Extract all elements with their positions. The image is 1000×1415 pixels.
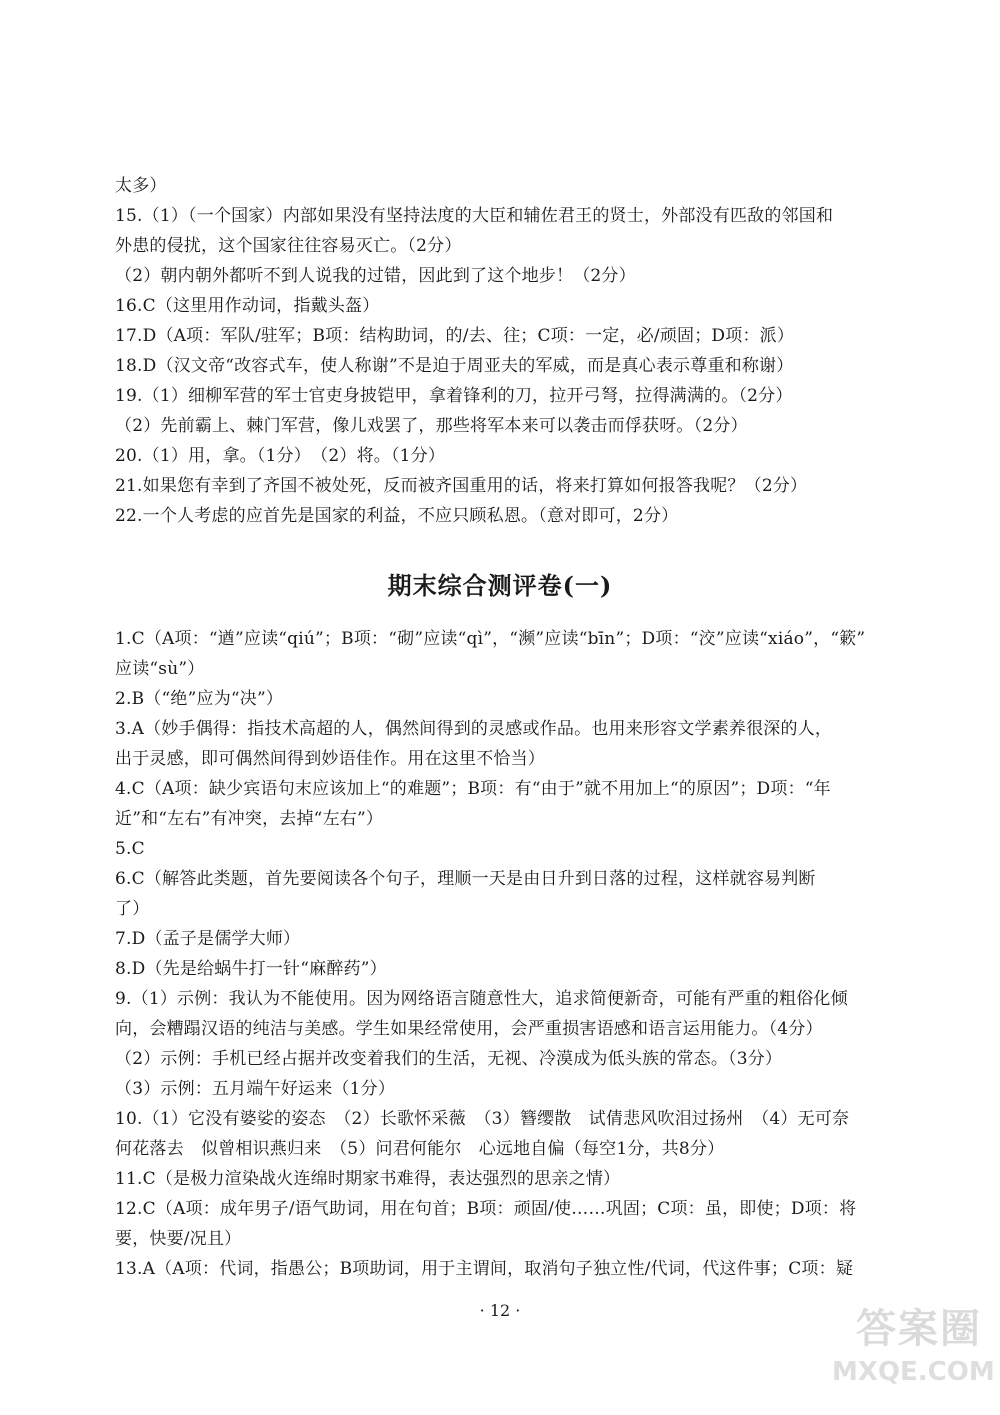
text-line: 出于灵感，即可偶然间得到妙语佳作。用在这里不恰当）: [115, 749, 545, 769]
text-line: 3.A（妙手偶得：指技术高超的人，偶然间得到的灵感或作品。也用来形容文学素养很深的人，: [115, 719, 833, 739]
watermark: [832, 1303, 995, 1403]
text-line: 22.一个人考虑的应首先是国家的利益，不应只顾私恩。（意对即可，2分）: [115, 506, 679, 526]
text-line: 10.（1）它没有婆娑的姿态 （2）长歌怀采薇 （3）簪缨散 试倩悲风吹泪过扬州 （4）无可奈: [115, 1109, 850, 1129]
text-line: 11.C（是极力渲染战火连绵时期家书难得，表达强烈的思亲之情）: [115, 1169, 621, 1189]
answer-block-previous: [115, 171, 915, 531]
text-line: 2.B（“绝”应为“决”）: [115, 689, 284, 709]
text-line: （2）先前霸上、棘门军营，像儿戏罢了，那些将军本来可以袭击而俘获呀。（2分）: [115, 416, 748, 436]
text-line: （2）朝内朝外都听不到人说我的过错，因此到了这个地步！（2分）: [115, 266, 636, 286]
text-line: 21.如果您有幸到了齐国不被处死，反而被齐国重用的话，将来打算如何报答我呢？（2分）: [115, 476, 808, 496]
text-line: 应读“sù”）: [115, 659, 205, 679]
text-line: 18.D（汉文帝“改容式车，使人称谢”不是迫于周亚夫的军威，而是真心表示尊重和称谢）: [115, 356, 794, 376]
text-line: 1.C（A项：“遒”应读“qiú”；B项：“砌”应读“qì”，“濒”应读“bīn”；D项：“洨”应读“xiáo”，“簌”: [115, 629, 866, 649]
text-line: 太多）: [115, 176, 167, 196]
watermark-domain: MXQE.COM: [832, 1357, 995, 1387]
page-number: · 12 ·: [479, 1301, 521, 1320]
text-line: 5.C: [115, 839, 145, 859]
text-line: 7.D（孟子是儒学大师）: [115, 929, 301, 949]
text-line: （2）示例：手机已经占据并改变着我们的生活，无视、冷漠成为低头族的常态。（3分）: [115, 1049, 783, 1069]
answer-block-final-exam: [115, 624, 915, 1284]
text-line: 13.A（A项：代词，指愚公；B项助词，用于主谓间，取消句子独立性/代词，代这件事；C项：疑: [115, 1259, 854, 1279]
text-line: 16.C（这里用作动词，指戴头盔）: [115, 296, 380, 316]
text-line: 8.D（先是给蜗牛打一针“麻醉药”）: [115, 959, 387, 979]
text-line: 15.（1）（一个国家）内部如果没有坚持法度的大臣和辅佐君王的贤士，外部没有匹敌的邻国和: [115, 206, 834, 226]
text-line: 4.C（A项：缺少宾语句末应该加上“的难题”；B项：有“由于”就不用加上“的原因”；D项：“年: [115, 779, 831, 799]
text-line: 20.（1）用，拿。（1分） （2）将。（1分）: [115, 446, 446, 466]
text-line: 19.（1）细柳军营的军士官吏身披铠甲，拿着锋利的刀，拉开弓弩，拉得满满的。（2分）: [115, 386, 793, 406]
text-line: 近”和“左右”有冲突，去掉“左右”）: [115, 809, 384, 829]
text-line: 向，会糟蹋汉语的纯洁与美感。学生如果经常使用，会严重损害语感和语言运用能力。（4分）: [115, 1019, 823, 1039]
text-line: 9.（1）示例：我认为不能使用。因为网络语言随意性大，追求简便新奇，可能有严重的粗俗化倾: [115, 989, 848, 1009]
text-line: （3）示例：五月端午好运来（1分）: [115, 1079, 396, 1099]
text-line: 了）: [115, 899, 150, 919]
text-line: 6.C（解答此类题，首先要阅读各个句子，理顺一天是由日升到日落的过程，这样就容易判断: [115, 869, 816, 889]
text-line: 要，快要/况且）: [115, 1229, 242, 1249]
section-title: 期末综合测评卷(一): [387, 571, 613, 600]
text-line: 何花落去 似曾相识燕归来 （5）问君何能尔 心远地自偏（每空1分，共8分）: [115, 1139, 725, 1159]
text-line: 12.C（A项：成年男子/语气助词，用在句首；B项：顽固/使……巩固；C项：虽，即使；D项：将: [115, 1199, 857, 1219]
text-line: 外患的侵扰，这个国家往往容易灭亡。（2分）: [115, 236, 462, 256]
watermark-logo: 答案圈: [856, 1306, 982, 1352]
text-line: 17.D（A项：军队/驻军；B项：结构助词，的/去、往；C项：一定，必/顽固；D项：派）: [115, 326, 795, 346]
